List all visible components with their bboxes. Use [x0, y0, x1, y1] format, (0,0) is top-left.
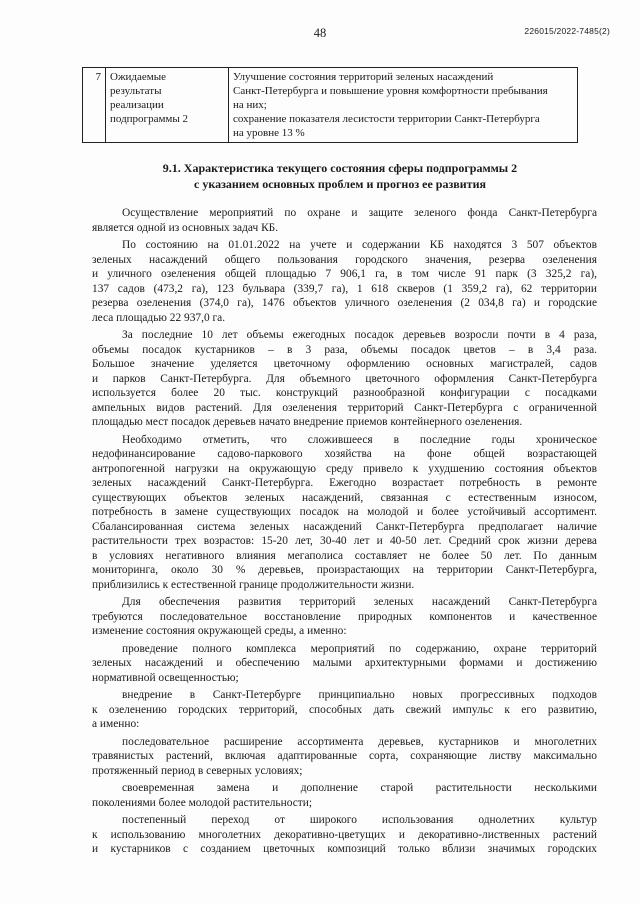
program-table: [82, 67, 578, 143]
text-line: травянистых растений, включая адаптированные сорта, сохраняющие листву максимально: [92, 750, 597, 762]
text-line: Для обеспечения развития территорий зеленых насаждений Санкт-Петербурга: [122, 596, 597, 608]
section-heading-line-2: с указанием основных проблем и прогноз ее развития: [194, 177, 486, 191]
text-line: площадью мест посадок деревьев начато внедрение приемов контейнерного озеленения.: [92, 416, 523, 428]
text-line: требуются последовательное восстановление природных компонентов и качественное: [92, 610, 597, 623]
text-line: последовательное расширение ассортимента деревьев, кустарников и многолетних: [122, 735, 597, 748]
text-line: леса площадью 22 937,0 га.: [92, 311, 226, 324]
value-line: сохранение показателя лесистости территории Санкт-Петербурга: [233, 113, 540, 125]
row-label: [106, 68, 229, 143]
label-line: результаты: [110, 85, 162, 97]
text-line: протяженный период в северных условиях;: [92, 764, 303, 777]
page-number: 48: [313, 26, 327, 40]
row-value: [229, 68, 578, 143]
section-heading: [80, 160, 600, 192]
text-line: По состоянию на 01.01.2022 на учете и содержании КБ находятся 3 507 объектов: [122, 239, 597, 251]
text-line: За последние 10 лет объемы ежегодных посадок деревьев возросли почти в 4 раза,: [122, 329, 597, 341]
text-line: в условиях негативного влияния мегаполиса составляет не более 50 лет. По данным: [92, 549, 597, 562]
body-text: [92, 206, 597, 860]
paragraph: [92, 328, 597, 430]
text-line: к озеленению городских территорий, способных дать свежий импульс к его развитию,: [92, 703, 597, 716]
paragraph: [92, 238, 597, 325]
value-line: на уровне 13 %: [233, 127, 305, 139]
text-line: к использованию многолетних декоративно-цветущих и декоративно-лиственных растений: [92, 828, 597, 841]
value-line: Улучшение состояния территорий зеленых насаждений: [233, 71, 494, 83]
paragraph: [92, 433, 597, 593]
text-line: мониторинга, около 30 % деревьев, произрастающих на территории Санкт-Петербурга,: [92, 564, 597, 576]
text-line: проведение полного комплекса мероприятий по содержанию, охране территорий: [122, 642, 597, 655]
text-line: зеленых насаждений и обеспечению малыми архитектурными формами и достижению: [92, 657, 597, 669]
text-line: постепенный переход от широкого использования однолетних культур: [122, 814, 597, 826]
text-line: объемы посадок кустарников – в 3 раза, объемы посадок цветов – в 3,4 раза.: [92, 343, 597, 356]
text-line: своевременная замена и дополнение старой растительности несколькими: [122, 782, 597, 794]
text-line: резерва озеленения (374,0 га), 1476 объектов уличного озеленения (2 034,8 га) и городские: [92, 297, 597, 309]
text-line: внедрение в Санкт-Петербурге принципиально новых прогрессивных подходов: [122, 689, 597, 701]
text-line: поколениями более молодой растительности;: [92, 796, 312, 809]
text-line: растительности трех возрастов: 15-20 лет, 30-40 лет и 40-50 лет. Средний срок жизни дерева: [92, 535, 597, 547]
row-number: 7: [83, 68, 106, 143]
document-id: 226015/2022-7485(2): [524, 26, 610, 36]
paragraph: [92, 813, 597, 857]
label-line: реализации: [110, 99, 164, 111]
text-line: зеленых насаждений Санкт-Петербурга. Ежегодно возрастает потребность в ремонте: [92, 477, 597, 489]
text-line: приблизились к естественной границе продолжительности жизни.: [92, 578, 415, 591]
text-line: является одной из основных задач КБ.: [92, 221, 279, 234]
paragraph: [92, 642, 597, 686]
text-line: а именно:: [92, 718, 140, 730]
paragraph: [92, 735, 597, 779]
table-row: [83, 68, 578, 143]
text-line: Большое значение уделяется цветочному оформлению основных магистралей, садов: [92, 358, 597, 370]
text-line: используется более 20 тыс. конструкций разнообразной конфигурации с посадками: [92, 387, 597, 399]
text-line: потребность в замене существующих посадок на молодой и более устойчивый ассортимент.: [92, 506, 597, 518]
label-line: Ожидаемые: [110, 71, 167, 83]
text-line: зеленых насаждений общего пользования городского значения, резерва озеленения: [92, 253, 597, 266]
paragraph: [92, 206, 597, 235]
text-line: Осуществление мероприятий по охране и защите зеленого фонда Санкт-Петербурга: [122, 207, 597, 219]
text-line: и парков Санкт-Петербурга. Для объемного цветочного оформления Санкт-Петербурга: [92, 372, 597, 385]
paragraph: [92, 595, 597, 639]
text-line: изменение состояния окружающей среды, а именно:: [92, 625, 347, 637]
text-line: и кустарников с созданием цветочных композиций только вблизи значимых городских: [92, 843, 597, 855]
value-line: на них;: [233, 99, 267, 111]
value-line: Санкт-Петербурга и повышение уровня комфортности пребывания: [233, 85, 548, 97]
text-line: и уличного озеленения общей площадью 7 906,1 га, в том числе 91 парк (3 325,2 га),: [92, 268, 597, 280]
paragraph: [92, 781, 597, 810]
text-line: Необходимо отметить, что сложившееся в последние годы хроническое: [122, 433, 597, 446]
label-line: подпрограммы 2: [110, 113, 189, 125]
text-line: Сбалансированная система зеленых насаждений Санкт-Петербурга предполагает наличие: [92, 520, 597, 533]
paragraph: [92, 688, 597, 732]
text-line: антропогенной нагрузки на окружающую среду привело к ухудшению состояния объектов: [92, 462, 597, 475]
text-line: ампельных видов растений. Для озеленения территорий Санкт-Петербурга с ограниченной: [92, 401, 597, 414]
section-heading-line-1: 9.1. Характеристика текущего состояния сферы подпрограммы 2: [162, 161, 518, 175]
text-line: существующих объектов зеленых насаждений, связанная с естественным износом,: [92, 491, 597, 504]
text-line: недофинансирование садово-паркового хозяйства на фоне общей возрастающей: [92, 448, 597, 460]
text-line: 137 садов (473,2 га), 123 бульвара (339,7 га), 1 618 скверов (1 359,2 га), 62 территории: [92, 282, 597, 295]
text-line: нормативной освещенностью;: [92, 671, 239, 684]
